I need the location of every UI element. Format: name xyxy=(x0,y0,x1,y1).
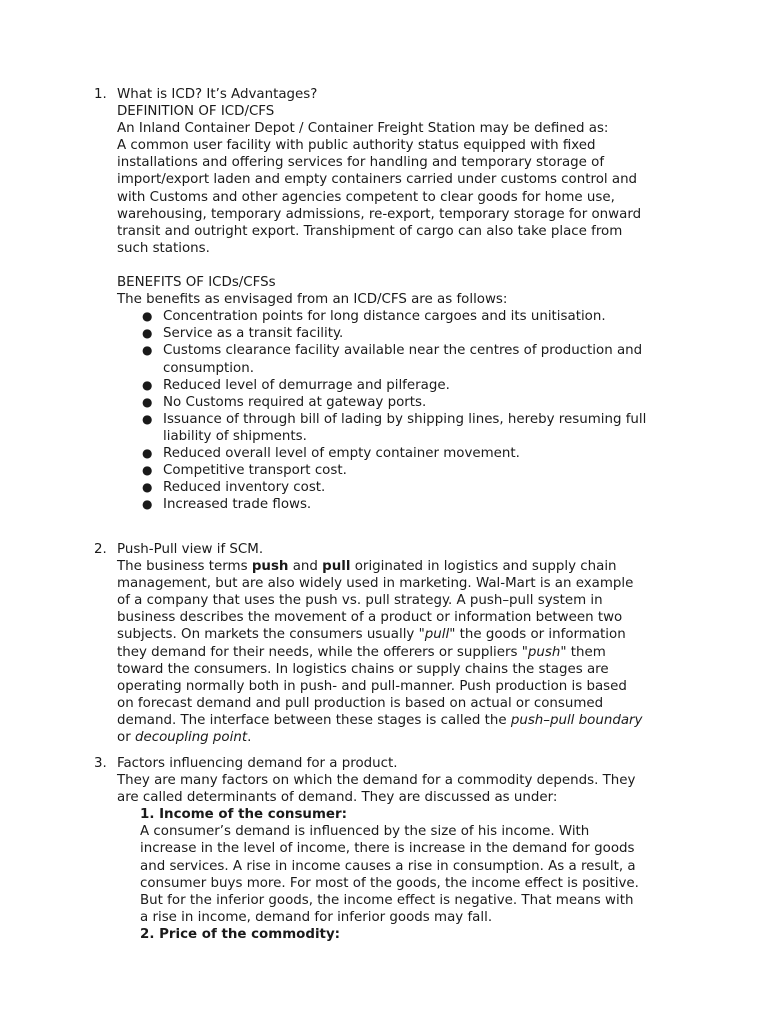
paragraph-line: a rise in income, demand for inferior goods may fall. xyxy=(140,909,493,925)
bullet-icon: ● xyxy=(142,309,153,324)
paragraph-line: and services. A rise in income causes a rise in consumption. As a result, a xyxy=(140,858,636,874)
paragraph-line: subjects. On markets the consumers usually "pull" the goods or information xyxy=(117,627,626,643)
definition-line: import/export laden and empty containers carried under customs control and xyxy=(117,172,638,188)
list-item: ● Competitive transport cost. xyxy=(142,463,347,479)
list-item: ● No Customs required at gateway ports. xyxy=(142,394,427,410)
paragraph-line: They are many factors on which the demand for a commodity depends. They xyxy=(117,773,636,789)
list-item: ● Concentration points for long distance cargoes and its unitisation. xyxy=(142,309,606,325)
paragraph-line: demand. The interface between these stages is called the push–pull boundary xyxy=(117,712,643,728)
bullet-icon: ● xyxy=(142,326,153,341)
list-item: ● Customs clearance facility available near the centres of production and consumption. xyxy=(142,343,643,376)
paragraph-line: toward the consumers. In logistics chains or supply chains the stages are xyxy=(117,661,609,677)
subheading: 2. Price of the commodity: xyxy=(140,926,341,942)
paragraph-line: business describes the movement of a product or information between two xyxy=(117,610,623,626)
definition-line: with Customs and other agencies competent to clear goods for home use, xyxy=(117,189,615,205)
definition-line: installations and offering services for handling and temporary storage of xyxy=(117,155,605,171)
paragraph-line: operating normally both in push- and pull-manner. Push production is based xyxy=(117,678,627,694)
definition-intro: An Inland Container Depot / Container Freight Station may be defined as: xyxy=(117,121,609,137)
benefits-list xyxy=(117,308,689,513)
list-item: ● Reduced level of demurrage and pilferage. xyxy=(142,377,450,393)
paragraph-line: increase in the level of income, there is increase in the demand for goods xyxy=(140,841,635,857)
list-item: ● Service as a transit facility. xyxy=(142,326,344,342)
bullet-icon: ● xyxy=(142,394,153,409)
bullet-icon: ● xyxy=(142,377,153,392)
section-body xyxy=(117,86,689,513)
paragraph-line: are called determinants of demand. They are discussed as under: xyxy=(117,790,558,806)
list-item: ● Increased trade flows. xyxy=(142,497,312,513)
section-body xyxy=(117,541,689,746)
bullet-icon: ● xyxy=(142,497,153,512)
benefits-title: BENEFITS OF ICDs/CFSs xyxy=(117,275,276,291)
bullet-icon: ● xyxy=(142,343,153,358)
subheading: 1. Income of the consumer: xyxy=(140,807,347,823)
bullet-icon: ● xyxy=(142,445,153,460)
bullet-icon: ● xyxy=(142,463,153,478)
list-item: ● Reduced overall level of empty container movement. xyxy=(142,445,520,461)
bullet-icon: ● xyxy=(142,480,153,495)
list-item: ● Issuance of through bill of lading by shipping lines, hereby resuming full liability of shipments. xyxy=(142,411,647,444)
paragraph-line: A consumer’s demand is influenced by the size of his income. With xyxy=(140,824,590,840)
definition-line: warehousing, temporary admissions, re-export, temporary storage for onward xyxy=(117,206,642,222)
list-number: 2. xyxy=(94,542,107,557)
paragraph-line: management, but are also widely used in marketing. Wal-Mart is an example xyxy=(117,576,634,592)
section-heading: What is ICD? It’s Advantages? xyxy=(117,87,318,102)
paragraph-line: on forecast demand and pull production is based on actual or consumed xyxy=(117,695,604,711)
definition-line: A common user facility with public authority status equipped with fixed xyxy=(117,138,596,154)
list-item: ● Reduced inventory cost. xyxy=(142,480,326,496)
section-body xyxy=(117,755,689,943)
definition-title: DEFINITION OF ICD/CFS xyxy=(117,104,275,120)
section-heading: Factors influencing demand for a product. xyxy=(117,756,398,771)
section-heading: Push-Pull view if SCM. xyxy=(117,542,264,557)
paragraph-line: The business terms push and pull originated in logistics and supply chain xyxy=(117,559,617,575)
definition-line: such stations. xyxy=(117,240,210,256)
list-number: 1. xyxy=(94,87,107,102)
paragraph-line: of a company that uses the push vs. pull strategy. A push–pull system in xyxy=(117,593,603,609)
list-number: 3. xyxy=(94,756,107,771)
paragraph-line: or decoupling point. xyxy=(117,730,252,746)
paragraph-line: consumer buys more. For most of the goods, the income effect is positive. xyxy=(140,875,639,891)
bullet-icon: ● xyxy=(142,411,153,426)
paragraph-line: they demand for their needs, while the offerers or suppliers "push" them xyxy=(117,644,606,660)
definition-line: transit and outright export. Transhipment of cargo can also take place from xyxy=(117,223,623,239)
benefits-intro: The benefits as envisaged from an ICD/CFS are as follows: xyxy=(117,292,508,308)
paragraph-line: But for the inferior goods, the income effect is negative. That means with xyxy=(140,892,634,908)
